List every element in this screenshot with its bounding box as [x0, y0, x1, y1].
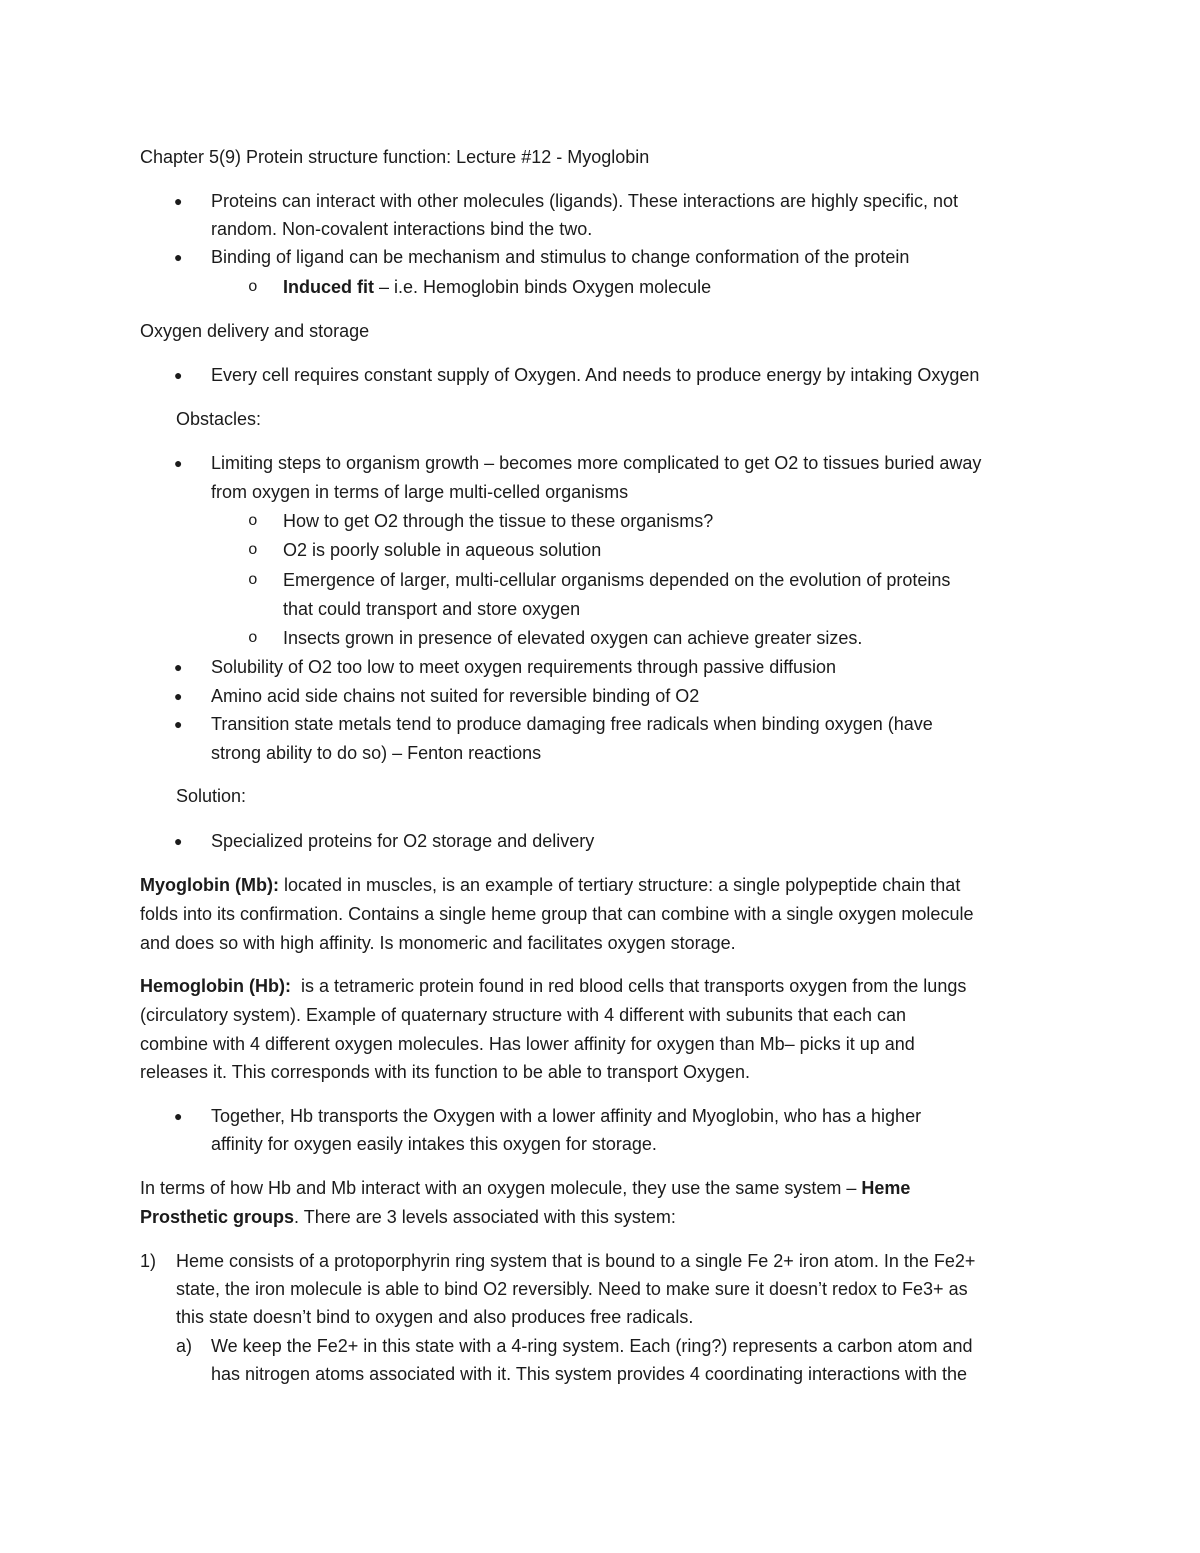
bullet-marker: ● — [174, 1108, 183, 1124]
obstacle-1-line-1: Limiting steps to organism growth – becomes more complicated to get O2 to tissues buried away — [211, 453, 982, 473]
sub-bullet-marker: o — [248, 512, 258, 530]
obstacle-4-line-2: strong ability to do so) – Fenton reactions — [211, 743, 542, 763]
lettered-marker-a: a) — [176, 1336, 193, 1356]
obstacle-1-line-2: from oxygen in terms of large multi-celled organisms — [211, 482, 629, 502]
bullet-marker: ● — [174, 716, 183, 732]
bullet-marker: ● — [174, 833, 183, 849]
sub-bullet-marker: o — [248, 541, 258, 559]
hemoglobin-line-4: releases it. This corresponds with its function to be able to transport Oxygen. — [140, 1062, 750, 1082]
bullet-marker: ● — [174, 249, 183, 265]
prosthetic-groups-term: Prosthetic groups — [140, 1207, 295, 1227]
hemoglobin-bullet-line-1: Together, Hb transports the Oxygen with a lower affinity and Myoglobin, who has a higher — [211, 1106, 922, 1126]
heme-item-a-line-1: We keep the Fe2+ in this state with a 4-ring system. Each (ring?) represents a carbon atom and — [211, 1336, 973, 1356]
hemoglobin-line-3: combine with 4 different oxygen molecules. Has lower affinity for oxygen than Mb– picks it up and — [140, 1034, 915, 1054]
numbered-marker-1: 1) — [140, 1251, 157, 1271]
obstacle-sub-1: How to get O2 through the tissue to these organisms? — [283, 511, 714, 531]
intro-bullet-1-line-1: Proteins can interact with other molecules (ligands). These interactions are highly specific, not — [211, 191, 959, 211]
myoglobin-line-2: folds into its confirmation. Contains a single heme group that can combine with a single oxygen molecule — [140, 904, 974, 924]
obstacle-3: Amino acid side chains not suited for reversible binding of O2 — [211, 686, 700, 706]
heme-term: Heme — [861, 1178, 911, 1198]
obstacle-4-line-1: Transition state metals tend to produce damaging free radicals when binding oxygen (have — [211, 714, 933, 734]
obstacle-sub-3-line-1: Emergence of larger, multi-cellular organisms depended on the evolution of proteins — [283, 570, 951, 590]
sub-bullet-marker: o — [248, 278, 258, 296]
solution-bullet-1: Specialized proteins for O2 storage and delivery — [211, 831, 595, 851]
solution-heading: Solution: — [176, 786, 247, 806]
heme-item-1-line-1: Heme consists of a protoporphyrin ring system that is bound to a single Fe 2+ iron atom. In the Fe2+ — [176, 1251, 976, 1271]
hemoglobin-term: Hemoglobin (Hb): — [140, 976, 291, 996]
oxygen-heading: Oxygen delivery and storage — [140, 321, 370, 341]
myoglobin-term: Myoglobin (Mb): — [140, 875, 279, 895]
heme-item-1-line-3: this state doesn’t bind to oxygen and also produces free radicals. — [176, 1307, 694, 1327]
hemoglobin-line-1 — [140, 975, 966, 997]
bullet-marker: ● — [174, 688, 183, 704]
induced-fit-text: – i.e. Hemoglobin binds Oxygen molecule — [374, 277, 712, 297]
bullet-marker: ● — [174, 659, 183, 675]
obstacles-heading: Obstacles: — [176, 409, 262, 429]
myoglobin-line-3: and does so with high affinity. Is monomeric and facilitates oxygen storage. — [140, 933, 736, 953]
induced-fit-term: Induced fit — [283, 277, 374, 297]
intro-bullet-1-line-2: random. Non-covalent interactions bind the two. — [211, 219, 593, 239]
induced-fit-line — [283, 276, 711, 298]
heme-line-2 — [140, 1206, 676, 1228]
hemoglobin-line-2: (circulatory system). Example of quaternary structure with 4 different with subunits that each can — [140, 1005, 907, 1025]
heme-item-a-line-2: has nitrogen atoms associated with it. This system provides 4 coordinating interactions with the — [211, 1364, 968, 1384]
document-title: Chapter 5(9) Protein structure function: Lecture #12 - Myoglobin — [140, 147, 650, 167]
bullet-marker: ● — [174, 455, 183, 471]
bullet-marker: ● — [174, 193, 183, 209]
obstacle-sub-2: O2 is poorly soluble in aqueous solution — [283, 540, 602, 560]
heme-levels-text: . There are 3 levels associated with this system: — [294, 1207, 676, 1227]
heme-item-1-line-2: state, the iron molecule is able to bind O2 reversibly. Need to make sure it doesn’t redox to Fe3+ as — [176, 1279, 968, 1299]
obstacle-sub-3-line-2: that could transport and store oxygen — [283, 599, 581, 619]
intro-bullet-2: Binding of ligand can be mechanism and stimulus to change conformation of the protein — [211, 247, 910, 267]
sub-bullet-marker: o — [248, 629, 258, 647]
bullet-marker: ● — [174, 367, 183, 383]
heme-intro-text: In terms of how Hb and Mb interact with an oxygen molecule, they use the same system – — [140, 1178, 862, 1198]
myoglobin-text: located in muscles, is an example of tertiary structure: a single polypeptide chain that — [278, 875, 961, 895]
myoglobin-line-1 — [140, 874, 960, 896]
obstacle-sub-4: Insects grown in presence of elevated oxygen can achieve greater sizes. — [283, 628, 863, 648]
sub-bullet-marker: o — [248, 571, 258, 589]
hemoglobin-bullet-line-2: affinity for oxygen easily intakes this oxygen for storage. — [211, 1134, 657, 1154]
oxygen-bullet-1: Every cell requires constant supply of Oxygen. And needs to produce energy by intaking Oxygen — [211, 365, 980, 385]
heme-line-1 — [140, 1177, 910, 1199]
hemoglobin-text: is a tetrameric protein found in red blood cells that transports oxygen from the lungs — [290, 976, 967, 996]
obstacle-2: Solubility of O2 too low to meet oxygen requirements through passive diffusion — [211, 657, 837, 677]
